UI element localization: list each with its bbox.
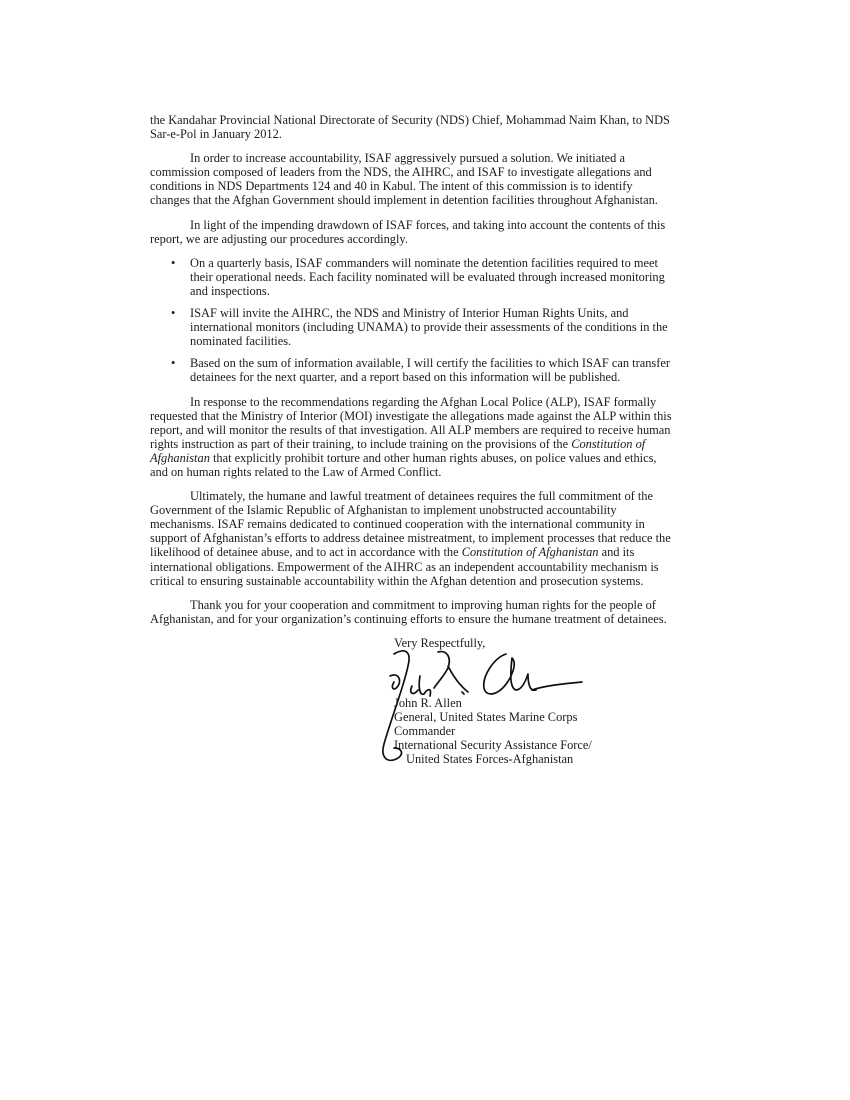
list-item (171, 306, 672, 349)
list-item (171, 356, 672, 385)
ultimately-text-after: and its international obligations. Empowerment of the AIHRC as an independent accountability mechanism is critical to ensuring sustainable accountability within the Afghan detention and prosecution systems. (150, 545, 659, 588)
signatory-title: Commander (394, 724, 456, 739)
signatory-rank: General, United States Marine Corps (394, 710, 578, 725)
handwritten-signature-icon (364, 636, 594, 776)
ultimately-text-italic: Constitution of Afghanistan (461, 545, 599, 560)
signatory-org-line2: United States Forces-Afghanistan (406, 752, 574, 767)
bullet-icon: • (171, 356, 176, 371)
list-item-text: Based on the sum of information available, I will certify the facilities to which ISAF can transfer detainees for the next quarter, and a report based on this information will be published. (190, 356, 670, 385)
alp-text-after: that explicitly prohibit torture and other human rights abuses, on police values and ethics, and on human rights related to the Law of Armed Conflict. (150, 450, 657, 479)
bullet-icon: • (171, 306, 176, 321)
letter-page (150, 113, 672, 766)
paragraph-ultimately (150, 489, 672, 588)
bullet-icon: • (171, 255, 176, 270)
signature-block (394, 636, 672, 767)
paragraph-drawdown: In light of the impending drawdown of ISAF forces, and taking into account the contents of this report, we are adjusting our procedures accordingly. (150, 217, 666, 246)
paragraph-thanks: Thank you for your cooperation and commitment to improving human rights for the people of Afghanistan, and for your organization’s continuing efforts to ensure the humane treatment of detainees. (150, 597, 667, 626)
paragraph-alp (150, 395, 672, 480)
signatory-org-line1: International Security Assistance Force/ (394, 738, 592, 753)
signature-area (394, 650, 672, 696)
ultimately-text-before: Ultimately, the humane and lawful treatment of detainees requires the full commitment of the Government of the Islamic Republic of Afghanistan to implement unobstructed accountability mechanisms. ISAF remains dedicated to continued cooperation with the international community in support of Afghanistan’s efforts to address detainee mistreatment, to implement processes that reduce the likelihood of detainee abuse, and to act in accordance with the (150, 489, 671, 560)
list-item-text: ISAF will invite the AIHRC, the NDS and Ministry of Interior Human Rights Units, and international monitors (including UNAMA) to provide their assessments of the conditions in the nominated facilities. (190, 306, 668, 349)
closing-salutation: Very Respectfully, (394, 635, 486, 650)
paragraph-commission: In order to increase accountability, ISAF aggressively pursued a solution. We initiated a commission composed of leaders from the NDS, the AIHRC, and ISAF to investigate allegations and conditions in NDS Departments 124 and 40 in Kabul. The intent of this commission is to identify changes that the Afghan Government should implement in detention facilities throughout Afghanistan. (150, 151, 658, 208)
list-item-text: On a quarterly basis, ISAF commanders will nominate the detention facilities required to meet their operational needs. Each facility nominated will be evaluated through increased monitoring and inspections. (190, 255, 665, 298)
signatory-name: John R. Allen (394, 696, 462, 710)
list-item (171, 255, 672, 298)
paragraph-continuation: the Kandahar Provincial National Directorate of Security (NDS) Chief, Mohammad Naim Khan, to NDS Sar-e-Pol in January 2012. (150, 113, 670, 142)
alp-text-before: In response to the recommendations regarding the Afghan Local Police (ALP), ISAF formally requested that the Ministry of Interior (MOI) investigate the allegations made against the ALP within this report, and will monitor the results of that investigation. All ALP members are required to receive human rights instruction as part of their training, to include training on the provisions of the (150, 394, 672, 451)
procedure-list (150, 256, 672, 385)
alp-text-italic: Constitution of Afghanistan (150, 436, 646, 465)
